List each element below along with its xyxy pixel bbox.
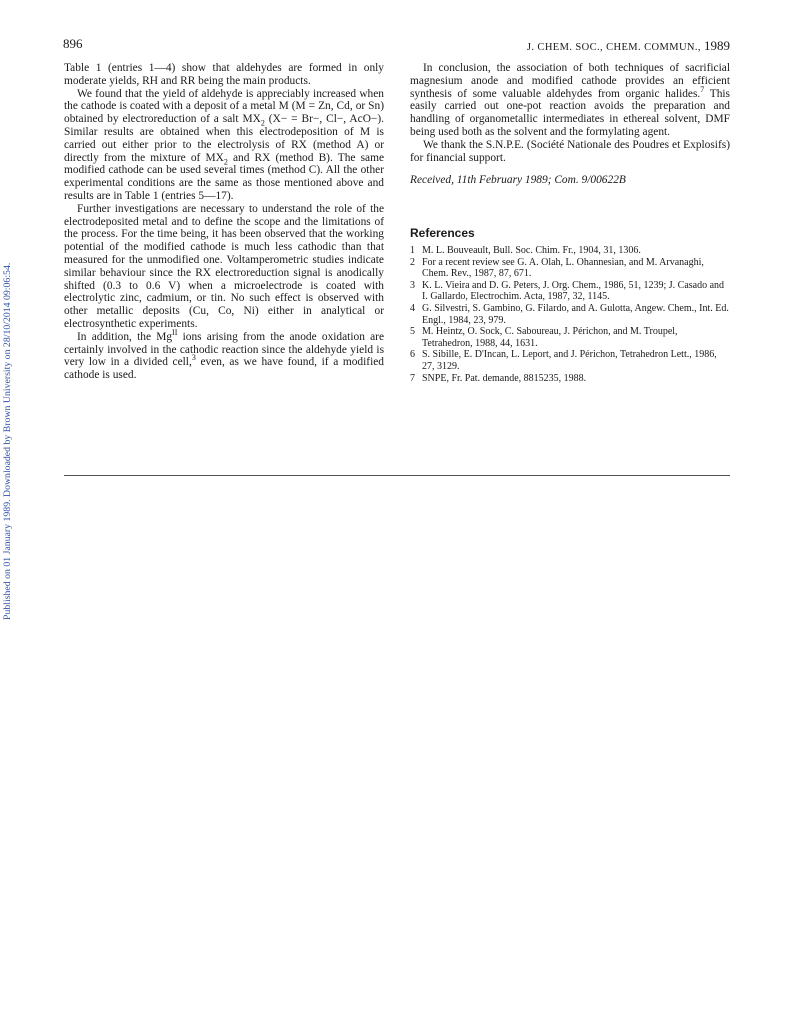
references-heading: References <box>410 226 475 241</box>
right-column <box>410 62 730 384</box>
paragraph: In conclusion, the association of both techniques of sacrificial magnesium anode and modified cathode provides an efficient synthesis of some valuable aldehydes from organic halides.$^7$ This easily carried out one-pot reaction avoids the preparation and handling of organometallic intermediates in ethereal solvent, DMF being used both as the solvent and the formylating agent. <box>410 62 730 138</box>
page-number: 896 <box>63 36 83 51</box>
reference-item: 1 M. L. Bouveault, Bull. Soc. Chim. Fr., 1904, 31, 1306. <box>410 244 641 256</box>
paragraph: We found that the yield of aldehyde is appreciably increased when the cathode is coated with a deposit of a metal M (M = Zn, Cd, or Sn) obtained by electroreduction of a salt $MX_2$ (X− = Br−, Cl−, AcO−). Similar results are obtained when this electrodeposition of M is carried out either prior to the electrolysis of RX (method A) or directly from the mixture of $MX_2$ and RX (method B). The same modified cathode can be used several times (method C). All the other experimental conditions are the same as those mentioned above and results are in Table 1 (entries 5—17). <box>64 87 385 202</box>
reference-item: 4 G. Silvestri, S. Gambino, G. Filardo, and A. Gulotta, Angew. Chem., Int. Ed. Engl., 1984, 23, 979. <box>410 302 729 326</box>
references-list <box>410 245 730 384</box>
reference-item: 3 K. L. Vieira and D. G. Peters, J. Org. Chem., 1986, 51, 1239; J. Casado and I. Gallardo, Electrochim. Acta, 1987, 32, 1145. <box>410 279 725 303</box>
journal-header <box>527 38 730 54</box>
paragraph: Further investigations are necessary to understand the role of the electrodeposited metal and to define the scope and the limitations of the process. For the time being, it has been observed that the working potential of the modified cathode is much less cathodic than that measured for the unmodified one. Voltamperometric studies indicate similar behaviour since the RX electroreduction signal is anodically shifted (0.3 to 0.6 V) when a microelectrode is coated with electrolytic zinc, cadmium, or tin. No such effect is observed with other metallic deposits (Cu, Co, Ni) either in analytical or electrosynthetic experiments. <box>64 202 384 330</box>
reference-item: 7 SNPE, Fr. Pat. demande, 8815235, 1988. <box>410 372 587 384</box>
download-stamp <box>0 0 18 1032</box>
paragraph: Table 1 (entries 1—4) show that aldehydes are formed in only moderate yields, RH and RR being the main products. <box>64 62 384 87</box>
download-stamp-text[interactable]: Published on 01 January 1989. Downloaded by Brown University on 28/10/2014 09:06:54. <box>2 262 13 620</box>
reference-item: 5 M. Heintz, O. Sock, C. Saboureau, J. Périchon, and M. Troupel, Tetrahedron, 1988, 44, 1631. <box>410 326 678 349</box>
bottom-rule <box>64 475 730 476</box>
paragraph: In addition, the $Mg^{II}$ ions arising from the anode oxidation are certainly involved in the cathodic reaction since the aldehyde yield is very low in a divided cell,$^3$ even, as we have found, if a modified cathode is used. <box>64 327 385 382</box>
left-column <box>64 62 384 382</box>
reference-item: 6 S. Sibille, E. D'Incan, L. Leport, and J. Périchon, Tetrahedron Lett., 1986, 27, 3129. <box>410 349 717 372</box>
journal-year: 1989 <box>704 38 730 53</box>
reference-item: 2 For a recent review see G. A. Olah, L. Ohannesian, and M. Arvanaghi, Chem. Rev., 1987, 87, 671. <box>410 256 704 280</box>
journal-name: J. CHEM. SOC., CHEM. COMMUN., <box>526 42 701 53</box>
acknowledgement: We thank the S.N.P.E. (Société Nationale des Poudres et Explosifs) for financial support. <box>410 138 730 164</box>
received-date: Received, 11th February 1989; Com. 9/00622B <box>410 174 626 187</box>
